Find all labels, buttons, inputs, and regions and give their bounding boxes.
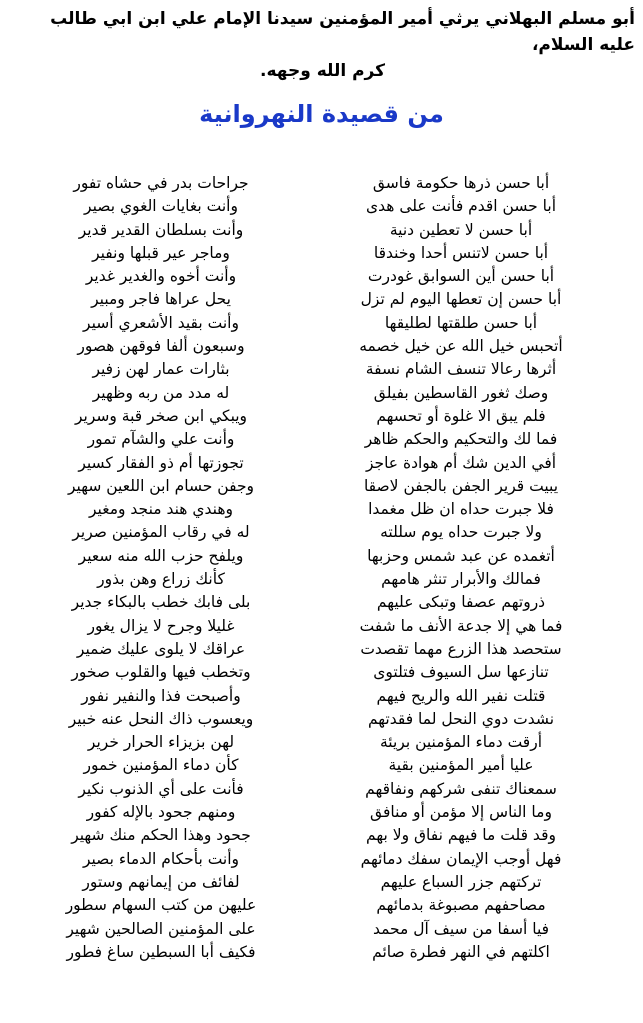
verse-line [0,475,643,498]
verse-first-hemistich: أرقت دماء المؤمنين بريئة [379,733,543,752]
verse-first-hemistich: تركتهم جزر السباع عليهم [380,872,542,891]
verse-first-hemistich: أتغمده عن عبد شمس وحزبها [367,546,555,565]
verse-line [0,219,643,242]
verse-first-hemistich: أبا حسن لاتنس أحدا وخندقا [373,243,549,262]
verse-line [0,941,643,964]
verse-second-hemistich: وأنت علي والشآم تمور [87,430,235,449]
verse-line [0,731,643,754]
verse-line [0,591,643,614]
verse-first-hemistich: ذروتهم عصفا وتبكى عليهم [376,593,546,612]
verse-second-hemistich: وأنت بقيد الأشعري أسير [83,313,239,332]
verse-second-hemistich: ويعسوب ذاك النحل عنه خبير [68,709,254,728]
verse-first-hemistich: فما هي إلا جدعة الأنف ما شفت [359,616,563,635]
verse-line [0,848,643,871]
verse-first-hemistich: أبا حسن اقدم فأنت على هدى [365,197,557,216]
verse-line [0,918,643,941]
verse-line [0,754,643,777]
verse-second-hemistich: لهن بزيزاء الحرار خرير [87,733,235,752]
verse-first-hemistich: وصك ثغور القاسطين بفيلق [373,383,549,402]
verse-second-hemistich: على المؤمنين الصالحين شهير [66,919,256,938]
verse-line [0,708,643,731]
verse-second-hemistich: جحود وهذا الحكم منك شهير [71,826,251,845]
verse-second-hemistich: تجوزتها أم ذو الفقار كسير [78,453,244,472]
verse-second-hemistich: بلى فابك خطب بالبكاء جدير [71,593,251,612]
verse-first-hemistich: فيا أسفا من سيف آل محمد [372,919,550,938]
verse-line [0,638,643,661]
verse-line [0,778,643,801]
verse-second-hemistich: يحل عراها فاجر ومبير [91,290,231,309]
intro-line-1: أبو مسلم البهلاني يرثي أمير المؤمنين سيدنا الإمام علي ابن ابي طالب عليه السلام، [50,9,635,55]
verse-first-hemistich: فمالك والأبرار تنثر هامهم [381,570,541,589]
verse-line [0,824,643,847]
verse-second-hemistich: ويلفح حزب الله منه سعير [78,546,244,565]
verse-second-hemistich: عليهن من كتب السهام سطور [65,896,257,915]
verse-second-hemistich: وأنت بأحكام الدماء بصير [82,849,240,868]
verse-line [0,452,643,475]
intro-paragraph [10,6,635,84]
verse-line [0,312,643,335]
verse-line [0,335,643,358]
verse-line [0,172,643,195]
verse-line [0,871,643,894]
verse-second-hemistich: جراحات بدر في حشاه تفور [73,174,249,192]
verse-line [0,405,643,428]
verse-second-hemistich: وجفن حسام ابن اللعين سهير [67,476,255,495]
verse-line [0,195,643,218]
verse-second-hemistich: ومنهم جحود بالإله كفور [86,803,236,822]
poem-verses [0,172,643,964]
verse-second-hemistich: وهندي هند منجد ومغير [89,500,233,519]
verse-first-hemistich: أثرها رعالا تنسف الشام نسفة [365,360,557,379]
verse-first-hemistich: ستحصد هذا الزرع مهما تقصدت [360,639,562,658]
verse-first-hemistich: فلا جبرت حداه ان ظل مغمدا [368,500,554,519]
verse-line [0,358,643,381]
verse-first-hemistich: نشدت دوي النحل لما فقدتهم [367,709,555,728]
verse-second-hemistich: وأنت أخوه والغدير غدير [85,267,237,286]
verse-first-hemistich: يبيت قرير الجفن بالجفن لاصقا [363,476,559,495]
verse-line [0,661,643,684]
verse-line [0,498,643,521]
verse-first-hemistich: عليا أمير المؤمنين بقية [388,756,534,775]
verse-first-hemistich: فلم يبق الا غلوة أو تحسهم [376,406,546,425]
verse-second-hemistich: وأنت بغايات الغوي بصير [84,197,238,216]
verse-second-hemistich: له في رقاب المؤمنين صرير [72,523,250,542]
intro-line-2: كرم الله وجهه. [259,61,386,81]
verse-first-hemistich: أبا حسن طلقتها لطليقها [384,313,538,332]
verse-second-hemistich: وماجر عير قبلها ونفير [92,243,230,262]
verse-second-hemistich: لفائف من إيمانهم وستور [82,872,240,891]
verse-second-hemistich: فأنت على أي الذنوب نكير [78,779,244,798]
verse-line [0,521,643,544]
verse-line [0,382,643,405]
verse-second-hemistich: ويبكي ابن صخر قبة وسرير [74,406,248,425]
verse-first-hemistich: أتحبس خيل الله عن خيل خصمه [359,337,563,356]
verse-second-hemistich: وسبعون ألفا فوقهن هصور [77,337,245,356]
verse-line [0,545,643,568]
verse-second-hemistich: وتخطب فيها والقلوب صخور [71,663,251,682]
verse-first-hemistich: فما لك والتحكيم والحكم ظاهر [364,430,558,449]
verse-first-hemistich: فهل أوجب الإيمان سفك دمائهم [360,849,562,868]
verse-first-hemistich: سمعناك تنفى شركهم ونفاقهم [365,779,557,798]
verse-first-hemistich: مصاحفهم مصبوغة بدمائهم [376,896,546,915]
verse-first-hemistich: قتلت نفير الله والريح فيهم [376,686,546,705]
verse-first-hemistich: أبا حسن أين السوابق غودرت [367,267,555,286]
verse-line [0,242,643,265]
verse-line [0,685,643,708]
verse-second-hemistich: عراقك لا يلوى عليك ضمير [76,639,246,658]
verse-line [0,894,643,917]
verse-line [0,288,643,311]
verse-first-hemistich: تنازعها سل السيوف فتلتوى [373,663,549,682]
verse-first-hemistich: أبا حسن إن تعطها اليوم لم تزل [360,290,562,309]
verse-first-hemistich: اكلتهم في النهر فطرة صائم [372,942,550,961]
verse-second-hemistich: كأن دماء المؤمنين خمور [83,756,239,775]
poem-title: من قصيدة النهروانية [199,100,444,128]
verse-second-hemistich: له مدد من ربه وظهير [92,383,230,402]
verse-second-hemistich: فكيف أبا السبطين ساغ فطور [66,942,256,961]
verse-first-hemistich: وقد قلت ما فيهم نفاق ولا بهم [366,826,556,845]
verse-second-hemistich: وأنت بسلطان القدير قدير [78,220,244,239]
verse-second-hemistich: غليلا وجرح لا يزال يغور [87,616,235,635]
verse-first-hemistich: وما الناس إلا مؤمن أو منافق [370,803,552,822]
verse-first-hemistich: أبا حسن لا تعطين دنية [389,220,533,239]
verse-first-hemistich: أبا حسن ذرها حكومة فاسق [372,174,550,192]
verse-second-hemistich: وأصبحت فذا والنفير نفور [81,686,241,705]
verse-line [0,568,643,591]
verse-line [0,615,643,638]
verse-second-hemistich: بثارات عمار لهن زفير [92,360,230,379]
verse-first-hemistich: ولا جبرت حداه يوم سللته [380,523,542,542]
verse-line [0,801,643,824]
verse-first-hemistich: أفي الدين شك أم هوادة عاجز [365,453,557,472]
verse-line [0,428,643,451]
verse-line [0,265,643,288]
verse-second-hemistich: كأنك زراع وهن بذور [97,570,225,589]
